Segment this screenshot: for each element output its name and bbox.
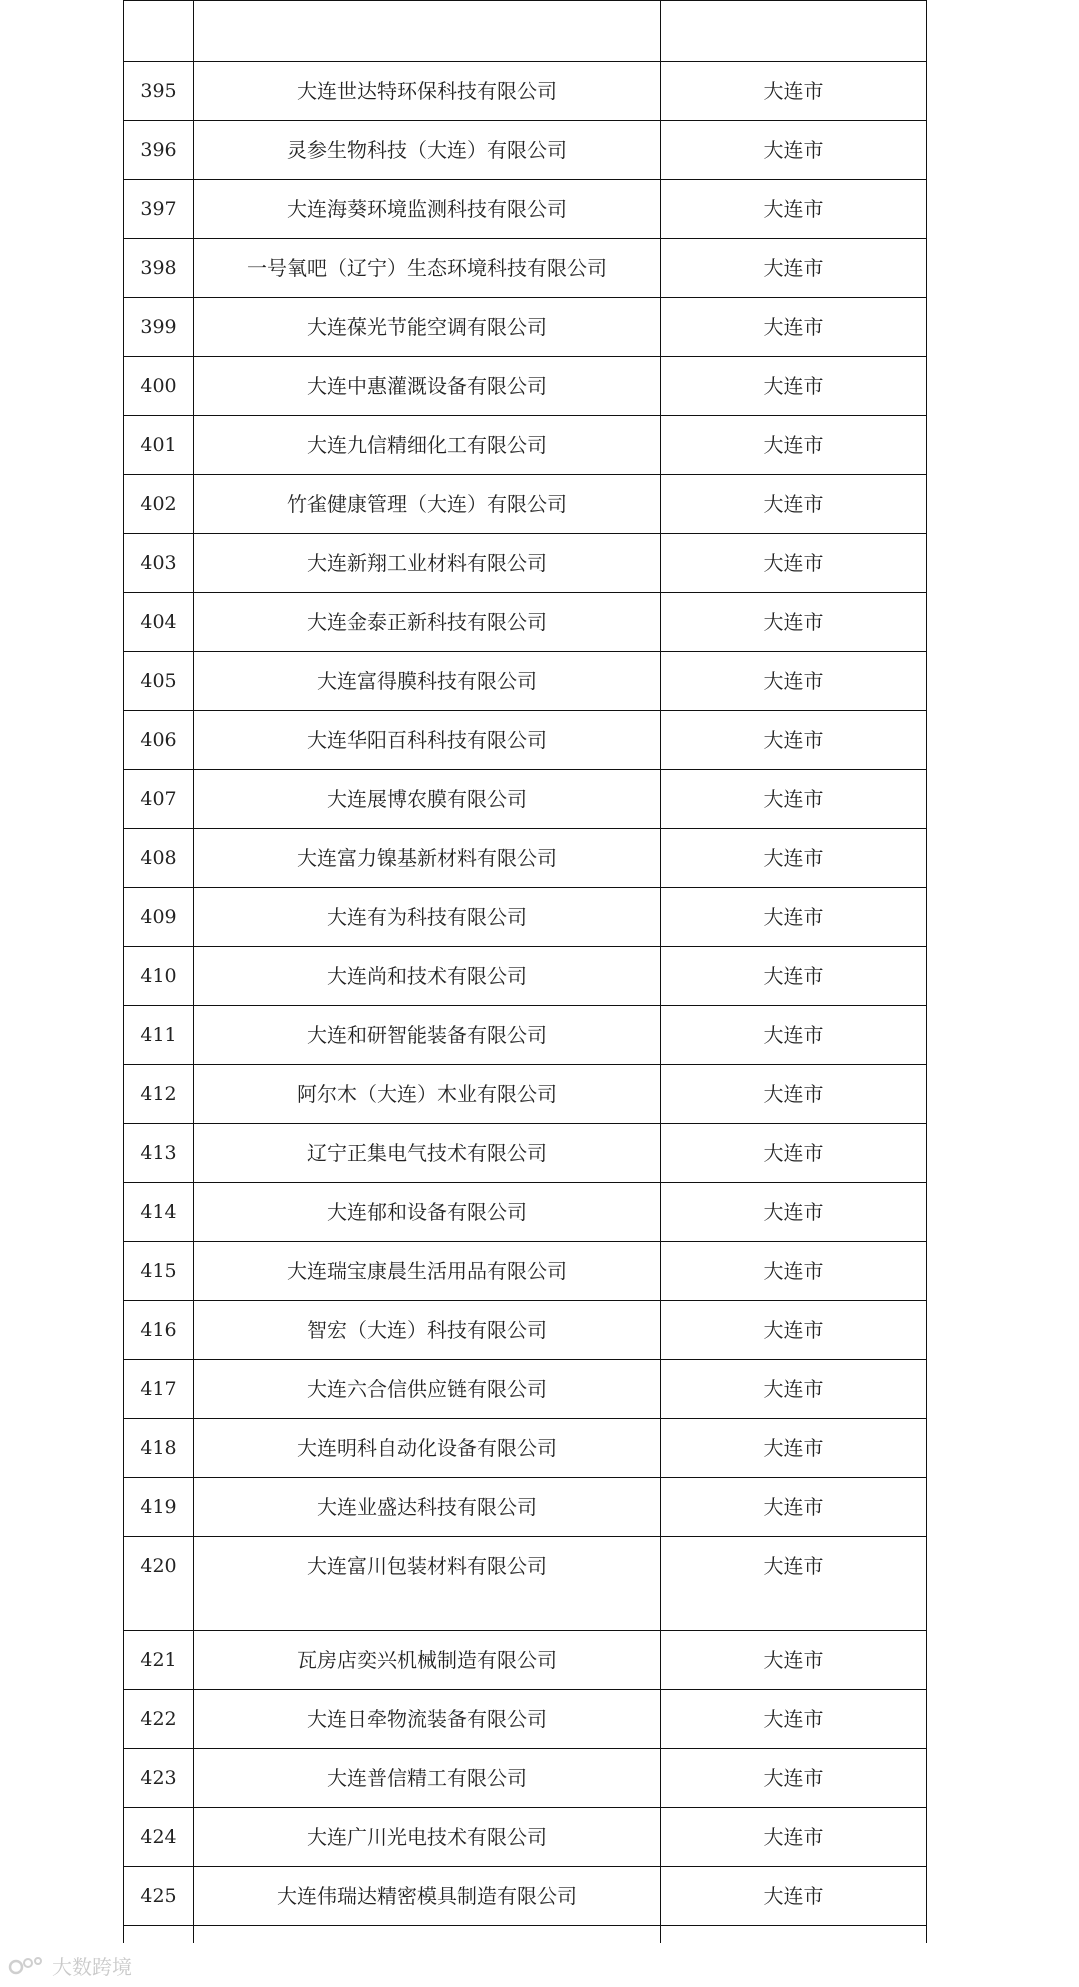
table-row	[124, 652, 927, 711]
city: 大连市	[661, 534, 927, 593]
city: 大连市	[661, 1419, 927, 1478]
city: 大连市	[661, 121, 927, 180]
company-name: 阿尔木（大连）木业有限公司	[194, 1065, 661, 1124]
row-number: 411	[124, 1006, 194, 1065]
city: 大连市	[661, 1242, 927, 1301]
row-number: 399	[124, 298, 194, 357]
table-row	[124, 1183, 927, 1242]
row-number: 400	[124, 357, 194, 416]
city: 大连市	[661, 1478, 927, 1537]
row-number: 413	[124, 1124, 194, 1183]
company-name: 灵参生物科技（大连）有限公司	[194, 121, 661, 180]
city: 大连市	[661, 888, 927, 947]
row-number: 398	[124, 239, 194, 298]
row-number: 414	[124, 1183, 194, 1242]
company-name: 大连富川包装材料有限公司	[194, 1537, 661, 1631]
row-number	[124, 1, 194, 62]
company-name: 大连葆光节能空调有限公司	[194, 298, 661, 357]
empty-cell	[194, 1926, 661, 1944]
row-number: 424	[124, 1808, 194, 1867]
row-number: 422	[124, 1690, 194, 1749]
company-name: 大连华阳百科科技有限公司	[194, 711, 661, 770]
table-row	[124, 1065, 927, 1124]
company-name: 大连日牵物流装备有限公司	[194, 1690, 661, 1749]
company-name: 大连金泰正新科技有限公司	[194, 593, 661, 652]
city: 大连市	[661, 1690, 927, 1749]
city: 大连市	[661, 1360, 927, 1419]
table-row	[124, 1419, 927, 1478]
row-number: 405	[124, 652, 194, 711]
table-row	[124, 1360, 927, 1419]
table-row	[124, 62, 927, 121]
empty-cell	[124, 1926, 194, 1944]
city: 大连市	[661, 239, 927, 298]
row-number: 419	[124, 1478, 194, 1537]
row-number: 410	[124, 947, 194, 1006]
table-row	[124, 829, 927, 888]
company-table	[123, 0, 927, 1943]
company-name: 大连展博农膜有限公司	[194, 770, 661, 829]
table-row	[124, 475, 927, 534]
company-name: 大连有为科技有限公司	[194, 888, 661, 947]
company-name: 大连世达特环保科技有限公司	[194, 62, 661, 121]
company-name: 大连业盛达科技有限公司	[194, 1478, 661, 1537]
row-number: 395	[124, 62, 194, 121]
row-number: 409	[124, 888, 194, 947]
table-row-partial	[124, 1, 927, 62]
table-row	[124, 298, 927, 357]
row-number: 416	[124, 1301, 194, 1360]
city: 大连市	[661, 770, 927, 829]
company-name: 大连富力镍基新材料有限公司	[194, 829, 661, 888]
watermark	[8, 1951, 132, 1980]
city: 大连市	[661, 1301, 927, 1360]
table-row	[124, 1124, 927, 1183]
table-row	[124, 534, 927, 593]
company-name: 大连六合信供应链有限公司	[194, 1360, 661, 1419]
company-name: 大连九信精细化工有限公司	[194, 416, 661, 475]
city: 大连市	[661, 62, 927, 121]
row-number: 415	[124, 1242, 194, 1301]
row-number: 417	[124, 1360, 194, 1419]
city: 大连市	[661, 416, 927, 475]
company-name: 大连中惠灌溉设备有限公司	[194, 357, 661, 416]
row-number: 397	[124, 180, 194, 239]
city: 大连市	[661, 1631, 927, 1690]
row-number: 420	[124, 1537, 194, 1631]
table-row	[124, 711, 927, 770]
city: 大连市	[661, 1183, 927, 1242]
table-row	[124, 1006, 927, 1065]
row-number: 412	[124, 1065, 194, 1124]
company-table-body	[124, 1, 927, 1944]
table-row	[124, 770, 927, 829]
brand-logo-icon	[8, 1955, 48, 1977]
row-number: 425	[124, 1867, 194, 1926]
table-row	[124, 1537, 927, 1631]
company-name: 大连瑞宝康晨生活用品有限公司	[194, 1242, 661, 1301]
city: 大连市	[661, 711, 927, 770]
table-row	[124, 1631, 927, 1690]
table-row	[124, 416, 927, 475]
table-row	[124, 1808, 927, 1867]
city: 大连市	[661, 593, 927, 652]
city: 大连市	[661, 298, 927, 357]
city: 大连市	[661, 1065, 927, 1124]
city: 大连市	[661, 1749, 927, 1808]
city: 大连市	[661, 1124, 927, 1183]
table-row	[124, 121, 927, 180]
table-row	[124, 239, 927, 298]
company-name: 大连普信精工有限公司	[194, 1749, 661, 1808]
row-number: 407	[124, 770, 194, 829]
city: 大连市	[661, 1808, 927, 1867]
row-number: 404	[124, 593, 194, 652]
company-name: 大连尚和技术有限公司	[194, 947, 661, 1006]
company-name: 辽宁正集电气技术有限公司	[194, 1124, 661, 1183]
empty-cell	[661, 1926, 927, 1944]
watermark-text: 大数跨境	[52, 1955, 132, 1979]
city: 大连市	[661, 652, 927, 711]
city	[661, 1, 927, 62]
row-number: 403	[124, 534, 194, 593]
company-name: 大连海葵环境监测科技有限公司	[194, 180, 661, 239]
row-number: 423	[124, 1749, 194, 1808]
row-number: 408	[124, 829, 194, 888]
city: 大连市	[661, 829, 927, 888]
company-name: 大连明科自动化设备有限公司	[194, 1419, 661, 1478]
table-row	[124, 888, 927, 947]
row-number: 396	[124, 121, 194, 180]
row-number: 402	[124, 475, 194, 534]
table-row	[124, 1478, 927, 1537]
company-name: 大连新翔工业材料有限公司	[194, 534, 661, 593]
company-name: 大连伟瑞达精密模具制造有限公司	[194, 1867, 661, 1926]
city: 大连市	[661, 1867, 927, 1926]
row-number: 421	[124, 1631, 194, 1690]
row-number: 401	[124, 416, 194, 475]
company-name: 大连富得膜科技有限公司	[194, 652, 661, 711]
company-name: 大连广川光电技术有限公司	[194, 1808, 661, 1867]
city: 大连市	[661, 475, 927, 534]
city: 大连市	[661, 1537, 927, 1631]
table-row	[124, 1867, 927, 1926]
company-name	[194, 1, 661, 62]
company-name: 一号氧吧（辽宁）生态环境科技有限公司	[194, 239, 661, 298]
table-row	[124, 357, 927, 416]
city: 大连市	[661, 180, 927, 239]
table-row	[124, 180, 927, 239]
row-number: 406	[124, 711, 194, 770]
table-row	[124, 593, 927, 652]
table-row	[124, 1301, 927, 1360]
table-row	[124, 1242, 927, 1301]
company-name: 智宏（大连）科技有限公司	[194, 1301, 661, 1360]
table-row	[124, 1749, 927, 1808]
company-name: 竹雀健康管理（大连）有限公司	[194, 475, 661, 534]
table-row	[124, 947, 927, 1006]
company-name: 瓦房店奕兴机械制造有限公司	[194, 1631, 661, 1690]
city: 大连市	[661, 947, 927, 1006]
city: 大连市	[661, 357, 927, 416]
table-row-continuation	[124, 1926, 927, 1944]
company-name: 大连和研智能装备有限公司	[194, 1006, 661, 1065]
city: 大连市	[661, 1006, 927, 1065]
company-name: 大连郁和设备有限公司	[194, 1183, 661, 1242]
row-number: 418	[124, 1419, 194, 1478]
table-row	[124, 1690, 927, 1749]
